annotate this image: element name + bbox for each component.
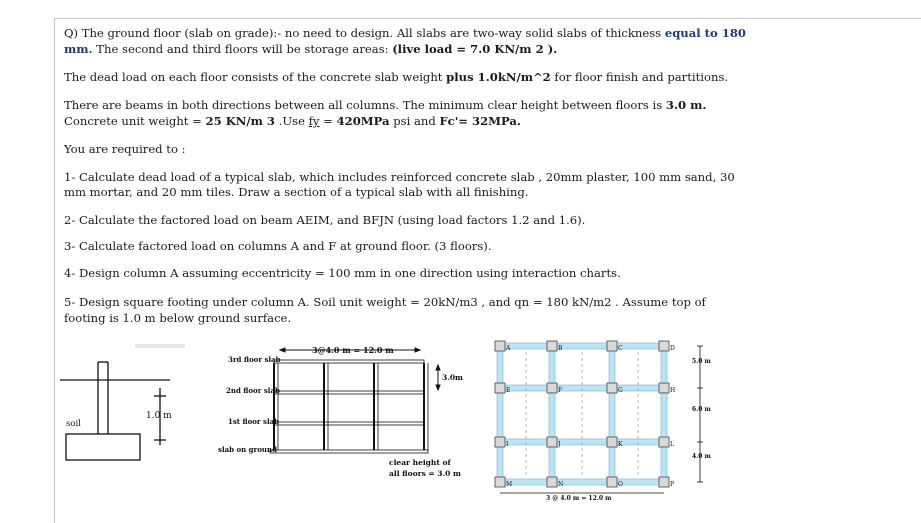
plan-node-label: B: [558, 345, 563, 352]
plan-column: [659, 477, 669, 487]
plan-node-label: I: [506, 441, 509, 448]
required-heading: You are required to :: [64, 142, 186, 156]
floor-label-2nd: 2nd floor slab: [226, 386, 280, 395]
floor-label-ground: slab on ground: [218, 445, 277, 454]
span-label: 3@4.0 m = 12.0 m: [312, 345, 394, 355]
question-line-1: Q) The ground floor (slab on grade):- no need to design. All slabs are two-way solid slabs of thickness equal to 180: [64, 26, 747, 40]
elevation-figure: [214, 338, 474, 488]
footing-figure: [20, 340, 200, 470]
plan-column: [659, 383, 669, 393]
clear-height-label-1: clear height of: [389, 458, 451, 467]
depth-label: 1.0 m: [146, 411, 172, 421]
task-4: 4- Design column A assuming eccentricity = 100 mm in one direction using interaction charts.: [64, 266, 621, 280]
plan-column: [607, 477, 617, 487]
plan-column: [547, 341, 557, 351]
plan-column: [607, 383, 617, 393]
plan-column: [495, 477, 505, 487]
height-label: 3.0m: [442, 373, 463, 382]
beams-line: There are beams in both directions between all columns. The minimum clear height between floors is 3.0 m.: [64, 98, 707, 112]
plan-column: [547, 383, 557, 393]
plan-beam-vertical: [661, 346, 667, 482]
plan-figure: [488, 330, 728, 505]
plan-node-label: J: [558, 441, 561, 448]
plan-span-label: 6.0 m: [692, 406, 711, 413]
dead-load-line: The dead load on each floor consists of the concrete slab weight plus 1.0kN/m^2 for floor finish and partitions.: [64, 70, 729, 84]
plan-column: [607, 437, 617, 447]
materials-line: Concrete unit weight = 25 KN/m 3 .Use fy = 420MPa psi and Fc'= 32MPa.: [64, 114, 521, 128]
plan-node-label: M: [506, 481, 513, 488]
plan-node-label: L: [670, 441, 674, 448]
task-1-line-2: mm mortar, and 20 mm tiles. Draw a section of a typical slab with all finishing.: [64, 185, 529, 199]
plan-dimensions: [500, 346, 712, 502]
plan-node-label: D: [670, 345, 675, 352]
plan-beam-horizontal: [500, 479, 664, 485]
task-5-line-2: footing is 1.0 m below ground surface.: [64, 311, 292, 325]
plan-node-label: H: [670, 387, 676, 394]
task-2: 2- Calculate the factored load on beam AEIM, and BFJN (using load factors 1.2 and 1.6).: [64, 213, 586, 227]
plan-beams: [497, 343, 667, 485]
floor-label-3rd: 3rd floor slab: [228, 355, 281, 364]
plan-beam-vertical: [549, 346, 555, 482]
plan-bottom-label: 3 @ 4.0 m = 12.0 m: [546, 495, 612, 502]
height-dimension: [436, 365, 440, 390]
plan-column: [495, 383, 505, 393]
figure-separator-bar: [135, 344, 185, 348]
plan-beam-vertical: [609, 346, 615, 482]
plan-node-label: E: [506, 387, 511, 394]
plan-span-label: 4.0 m: [692, 453, 711, 460]
clear-height-label-2: all floors = 3.0 m: [389, 469, 461, 478]
plan-column: [495, 341, 505, 351]
plan-beam-horizontal: [500, 343, 664, 349]
plan-column: [547, 437, 557, 447]
plan-node-label: C: [618, 345, 623, 352]
plan-column: [659, 341, 669, 351]
plan-node-label: K: [618, 441, 623, 448]
plan-column: [659, 437, 669, 447]
plan-column: [495, 437, 505, 447]
floor-label-1st: 1st floor slab: [228, 417, 280, 426]
task-3: 3- Calculate factored load on columns A and F at ground floor. (3 floors).: [64, 239, 492, 253]
task-5-line-1: 5- Design square footing under column A. Soil unit weight = 20kN/m3 , and qn = 180 kN/m2 . Assume top of: [64, 295, 706, 309]
plan-beam-vertical: [497, 346, 503, 482]
plan-column: [607, 341, 617, 351]
plan-node-label: O: [618, 481, 623, 488]
plan-node-label: N: [558, 481, 564, 488]
plan-node-label: P: [670, 481, 675, 488]
plan-span-label: 5.0 m: [692, 358, 711, 365]
plan-column: [547, 477, 557, 487]
soil-label: soil: [66, 419, 81, 429]
plan-node-label: F: [558, 387, 563, 394]
frame-elevation: [270, 360, 428, 453]
task-1-line-1: 1- Calculate dead load of a typical slab, which includes reinforced concrete slab , 20mm plaster, 100 mm sand, 30: [64, 170, 735, 184]
plan-node-label: A: [506, 345, 511, 352]
question-line-2: mm. The second and third floors will be storage areas: (live load = 7.0 KN/m 2 ).: [64, 42, 558, 56]
plan-node-label: G: [618, 387, 623, 394]
plan-columns: [495, 341, 675, 488]
